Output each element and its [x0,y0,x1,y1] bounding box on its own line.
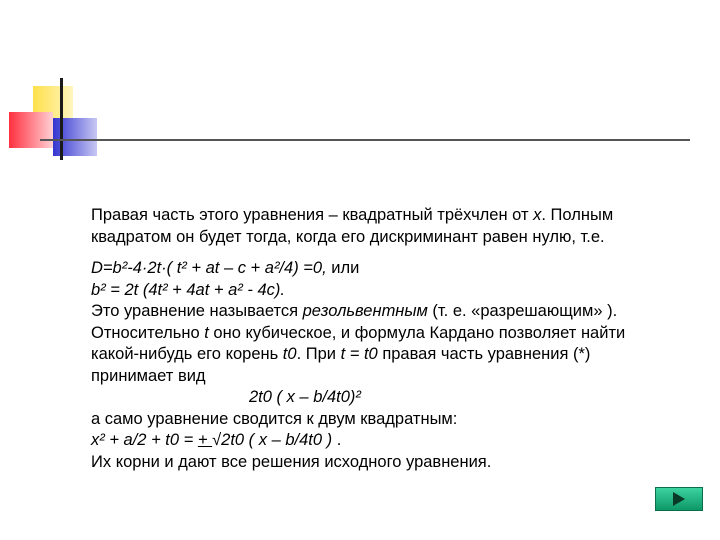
slide-body [91,205,701,473]
resolvent-formula: b² = 2t (4t² + 4at + a² - 4c). [91,280,285,299]
play-triangle-icon [672,491,686,507]
resolvent-line-1: Это уравнение называется резольвентным (т. е. «разрешающим» ). [91,302,618,320]
square-expression: 2t0 ( x – b/4t0)² [249,388,361,406]
intro-line-2: квадратом он будет тогда, когда его дискриминант равен нулю, т.е. [91,227,605,246]
final-equation: x² + a/2 + t0 = + √2t0 ( x – b/4t0 ) . [91,431,342,449]
next-slide-button[interactable] [655,487,703,511]
resolvent-line-3: какой-нибудь его корень t0. При t = t0 правая часть уравнения (*) [91,345,591,363]
resolvent-line-2: Относительно t оно кубическое, и формула Кардано позволяет найти [91,323,626,342]
reduces-text: а само уравнение сводится к двум квадратным: [91,409,458,428]
resolvent-line-4: принимает вид [91,366,206,385]
conclusion-text: Их корни и дают все решения исходного уравнения. [91,452,492,471]
intro-line-1: Правая часть этого уравнения – квадратный трёхчлен от x. Полным [91,206,614,224]
decor-red-square [9,112,53,148]
decor-horizontal-rule [40,139,690,141]
discriminant-formula: D=b²-4·2t·( t² + at – c + a²/4) =0, или [91,259,360,277]
decor-vertical-line [60,78,63,160]
